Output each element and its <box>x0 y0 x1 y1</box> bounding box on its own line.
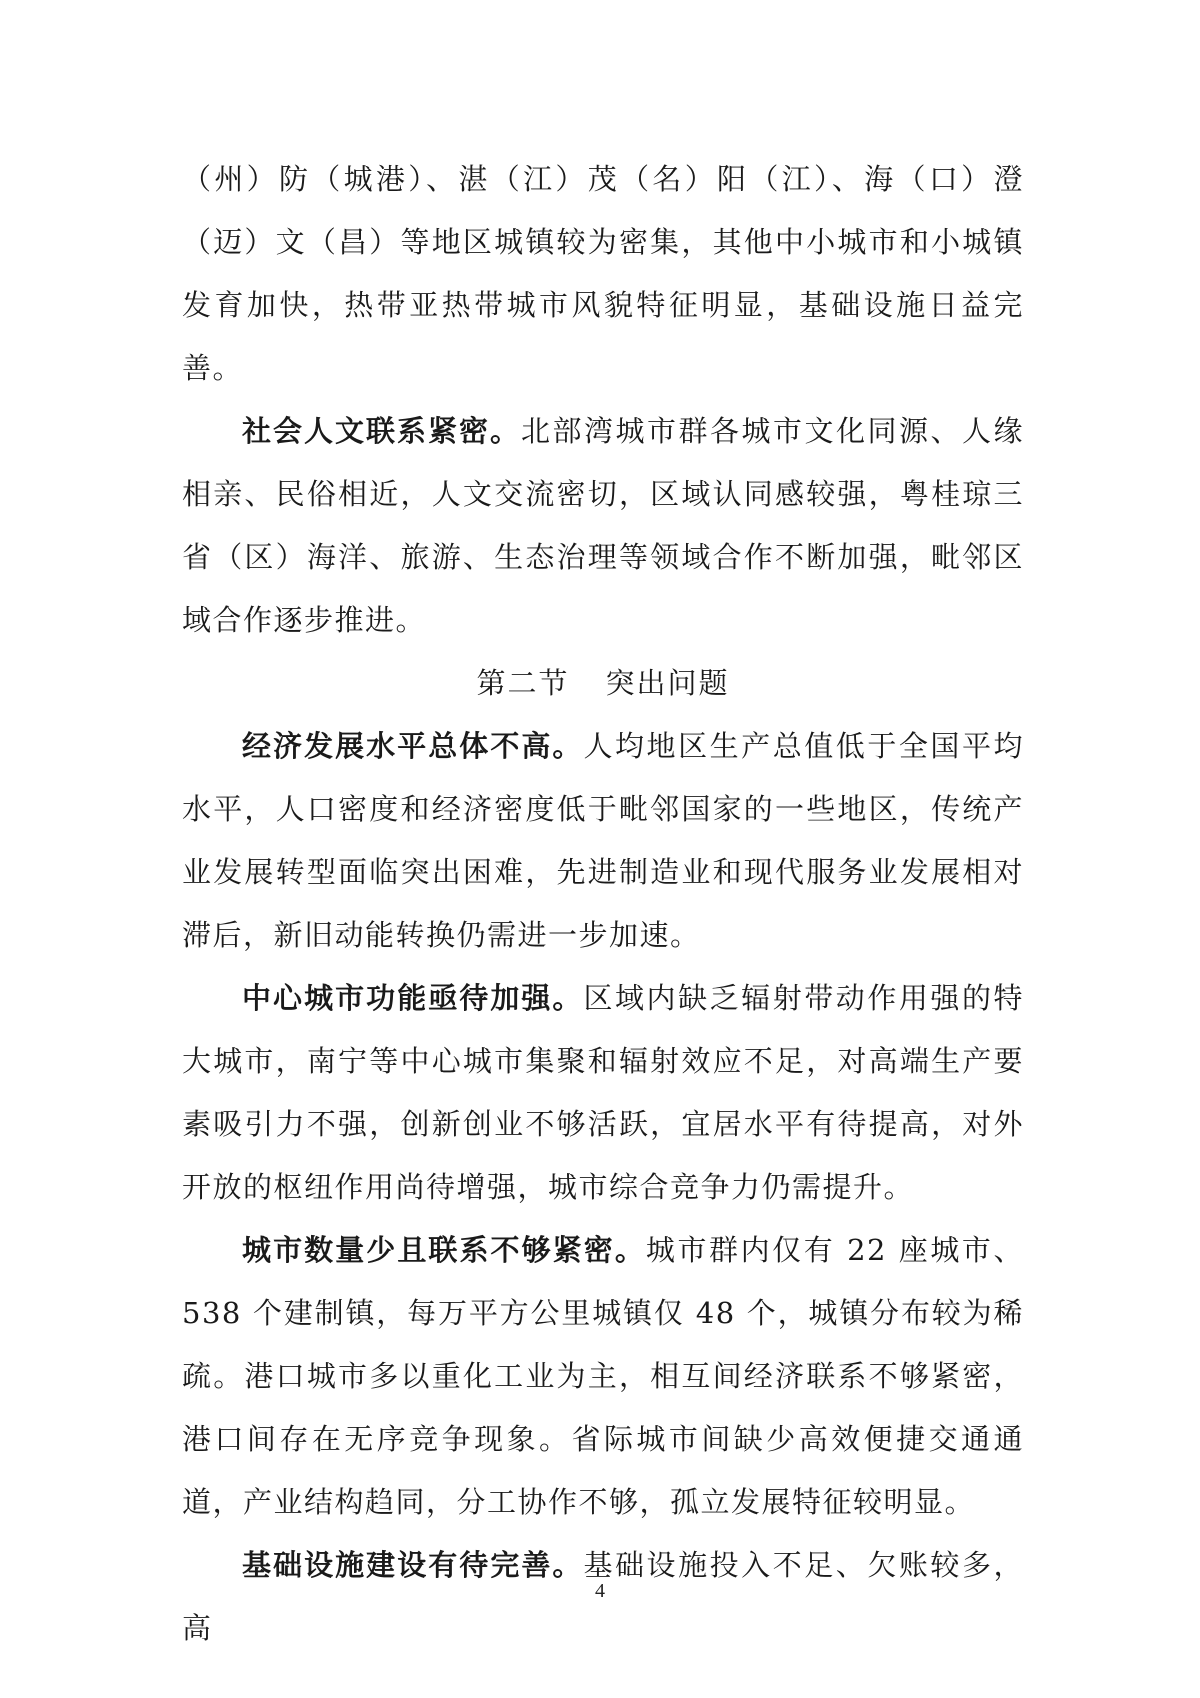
paragraph-lead: 基础设施建设有待完善。 <box>242 1548 584 1582</box>
paragraph-text: 城市群内仅有 22 座城市、538 个建制镇，每万平方公里城镇仅 48 个，城镇分布较为稀疏。港口城市多以重化工业为主，相互间经济联系不够紧密，港口间存在无序竞争现象。省际城市间缺少高效便捷交通通道，产业结构趋同，分工协作不够，孤立发展特征较明显。 <box>182 1233 1024 1519</box>
section-number: 第二节 <box>476 666 570 700</box>
paragraph-social-culture <box>182 400 1024 652</box>
paragraph-text: 人均地区生产总值低于全国平均水平，人口密度和经济密度低于毗邻国家的一些地区，传统产业发展转型面临突出困难，先进制造业和现代服务业发展相对滞后，新旧动能转换仍需进一步加速。 <box>182 729 1024 952</box>
section-title: 突出问题 <box>605 666 730 700</box>
paragraph-economy <box>182 715 1024 967</box>
paragraph-lead: 社会人文联系紧密。 <box>242 414 521 448</box>
document-page <box>182 148 1024 1660</box>
paragraph-text: （州）防（城港）、湛（江）茂（名）阳（江）、海（口）澄（迈）文（昌）等地区城镇较为密集，其他中小城市和小城镇发育加快，热带亚热带城市风貌特征明显，基础设施日益完善。 <box>182 162 1024 385</box>
section-heading <box>182 652 1024 715</box>
paragraph-continued <box>182 148 1024 400</box>
paragraph-lead: 中心城市功能亟待加强。 <box>242 981 584 1015</box>
page-number: 4 <box>595 1580 605 1602</box>
paragraph-lead: 经济发展水平总体不高。 <box>242 729 584 763</box>
paragraph-city-count <box>182 1219 1024 1534</box>
paragraph-lead: 城市数量少且联系不够紧密。 <box>242 1233 646 1267</box>
paragraph-text: 基础设施投入不足、欠账较多，高 <box>182 1548 1024 1645</box>
paragraph-central-city <box>182 967 1024 1219</box>
paragraph-text: 区域内缺乏辐射带动作用强的特大城市，南宁等中心城市集聚和辐射效应不足，对高端生产要素吸引力不强，创新创业不够活跃，宜居水平有待提高，对外开放的枢纽作用尚待增强，城市综合竞争力仍需提升。 <box>182 981 1024 1204</box>
paragraph-text: 北部湾城市群各城市文化同源、人缘相亲、民俗相近，人文交流密切，区域认同感较强，粤桂琼三省（区）海洋、旅游、生态治理等领域合作不断加强，毗邻区域合作逐步推进。 <box>182 414 1024 637</box>
